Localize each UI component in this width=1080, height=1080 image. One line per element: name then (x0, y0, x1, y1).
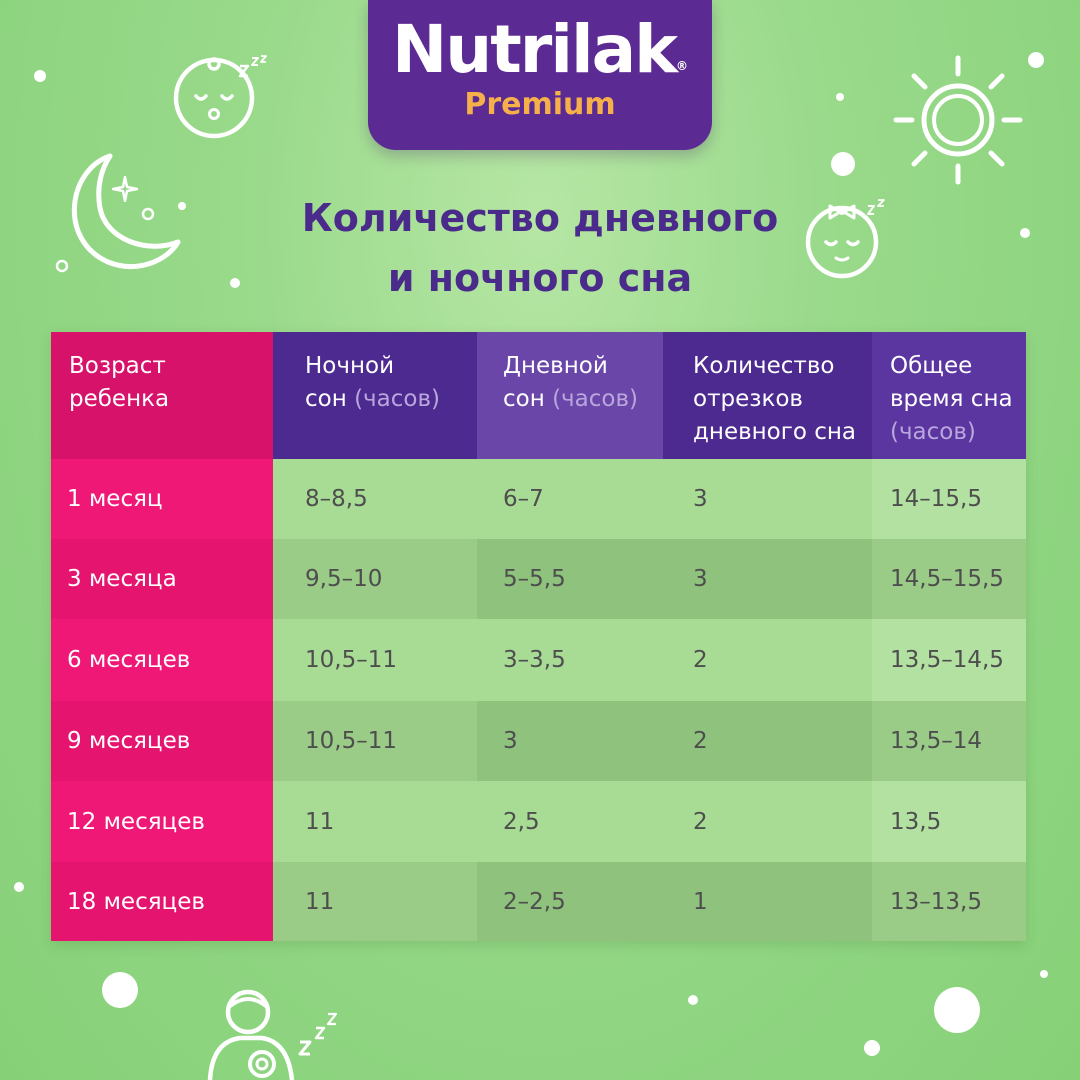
decor-dot (1020, 228, 1030, 238)
table-header-night-sleep (273, 332, 477, 459)
decor-dot (14, 882, 24, 892)
decor-dot (1040, 970, 1048, 978)
header-unit: (часов) (890, 419, 976, 445)
table-header-day-sleep (477, 332, 663, 459)
table-cell-night: 11 (273, 862, 477, 941)
brand-logo (368, 0, 712, 150)
table-cell-day: 5–5,5 (477, 539, 663, 619)
header-line: Дневной (503, 353, 608, 379)
table-cell-total: 14–15,5 (872, 459, 1026, 539)
page-title (200, 188, 880, 308)
decor-dot (1028, 52, 1044, 68)
table-header-age (51, 332, 273, 459)
decor-dot (836, 93, 844, 101)
sun-icon (892, 54, 1024, 186)
decor-dot (934, 987, 980, 1033)
decor-dot (102, 972, 138, 1008)
table-cell-day: 2–2,5 (477, 862, 663, 941)
table-cell-age: 12 месяцев (51, 781, 273, 862)
header-word: сон (503, 386, 545, 412)
table-cell-age: 3 месяца (51, 539, 273, 619)
logo-brand-name: Nutrilak (392, 11, 676, 88)
header-line: Возраст (69, 353, 166, 379)
decor-dot (831, 152, 855, 176)
table-header-total-sleep (872, 332, 1026, 459)
header-line: отрезков (693, 386, 803, 412)
page-title-line2: и ночного сна (387, 256, 693, 300)
table-cell-total: 13,5–14 (872, 701, 1026, 781)
table-cell-age: 9 месяцев (51, 701, 273, 781)
table-cell-naps: 2 (663, 619, 872, 701)
header-unit: (часов) (354, 386, 440, 412)
header-line: время сна (890, 386, 1013, 412)
table-cell-naps: 2 (663, 701, 872, 781)
mother-baby-icon (200, 986, 310, 1080)
header-line: Ночной (305, 353, 395, 379)
zzz-icon (238, 54, 268, 82)
table-cell-total: 14,5–15,5 (872, 539, 1026, 619)
decor-dot (688, 995, 698, 1005)
sparkle-icon (112, 176, 138, 202)
header-line (503, 383, 663, 416)
table-cell-night: 10,5–11 (273, 701, 477, 781)
header-word: сон (305, 386, 347, 412)
logo-sub-text: Premium (464, 87, 616, 122)
table-cell-age: 18 месяцев (51, 862, 273, 941)
table-cell-age: 6 месяцев (51, 619, 273, 701)
page-title-line1: Количество дневного (301, 196, 779, 240)
table-cell-night: 8–8,5 (273, 459, 477, 539)
decor-dot (864, 1040, 880, 1056)
zzz-icon (296, 1012, 340, 1062)
star-dot-icon (54, 258, 70, 274)
table-cell-naps: 3 (663, 539, 872, 619)
header-line: Общее (890, 353, 973, 379)
table-cell-day: 2,5 (477, 781, 663, 862)
logo-brand-text (368, 10, 712, 90)
decor-dot (34, 70, 46, 82)
table-cell-total: 13–13,5 (872, 862, 1026, 941)
sleep-table (51, 332, 1026, 941)
header-line: дневного сна (693, 419, 856, 445)
table-cell-day: 3 (477, 701, 663, 781)
header-unit: (часов) (552, 386, 638, 412)
table-cell-naps: 2 (663, 781, 872, 862)
table-cell-age: 1 месяц (51, 459, 273, 539)
table-cell-night: 10,5–11 (273, 619, 477, 701)
table-cell-naps: 3 (663, 459, 872, 539)
header-line: Количество (693, 353, 835, 379)
table-cell-night: 9,5–10 (273, 539, 477, 619)
table-header-nap-count (663, 332, 872, 459)
table-cell-naps: 1 (663, 862, 872, 941)
table-cell-day: 6–7 (477, 459, 663, 539)
table-cell-total: 13,5–14,5 (872, 619, 1026, 701)
logo-registered-mark: ® (676, 59, 688, 73)
table-cell-total: 13,5 (872, 781, 1026, 862)
star-dot-icon (140, 206, 156, 222)
header-line (305, 383, 477, 416)
header-line: ребенка (69, 386, 170, 412)
table-cell-day: 3–3,5 (477, 619, 663, 701)
table-cell-night: 11 (273, 781, 477, 862)
